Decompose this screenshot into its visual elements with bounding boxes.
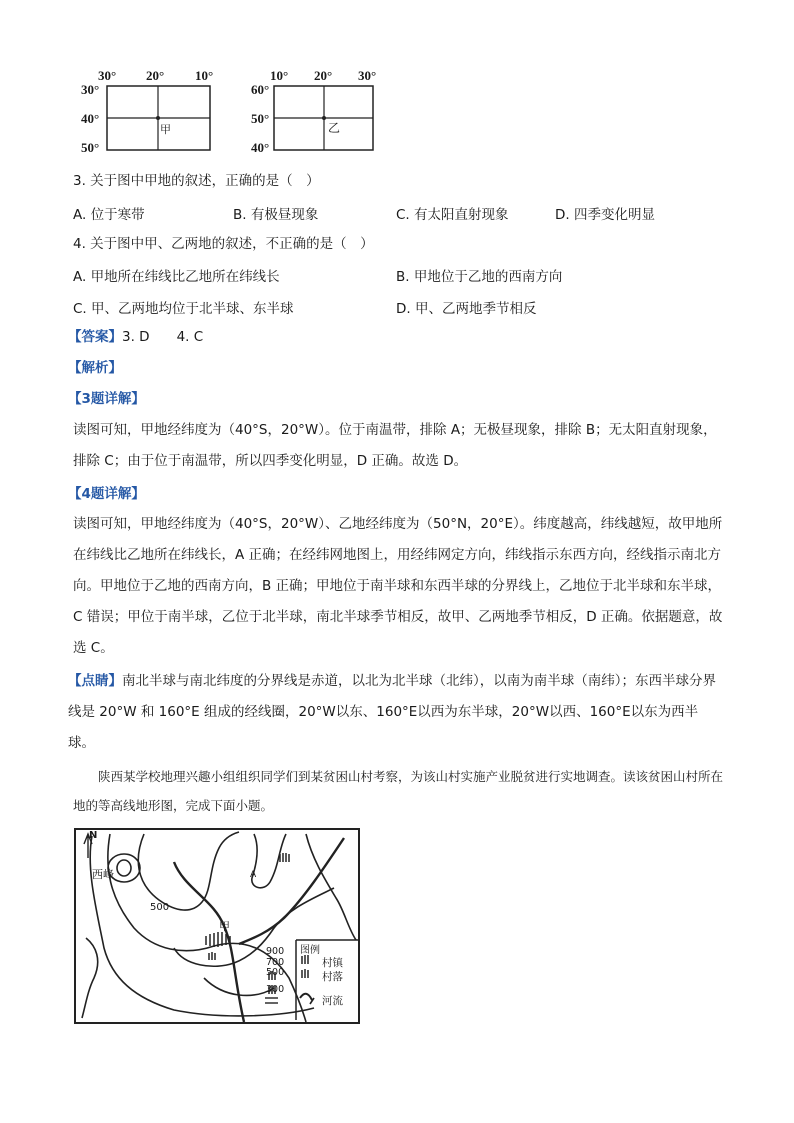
map-village-jia-label: 甲: [219, 920, 230, 933]
intro-paragraph: 陕西某学校地理兴趣小组组织同学们到某贫困山村考察，为该山村实施产业脱贫进行实地调查。读该贫困山村所在地的等高线地形图，完成下面小题。: [73, 769, 724, 813]
map-north-label: N: [89, 830, 98, 841]
question-4-options-row-1: [73, 265, 733, 285]
question-3-options: [73, 203, 733, 223]
answer-label: 【答案】: [68, 329, 122, 345]
grid-left-top-label-3: 10°: [195, 68, 214, 83]
tip-paragraph: [68, 666, 725, 759]
question-4-option-c: C. 甲、乙两地均位于北半球、东半球: [73, 301, 294, 317]
grid-left-side-label-2: 40°: [81, 111, 100, 126]
detail-4-label: 【4题详解】: [68, 486, 145, 502]
contour-map-drawing: [74, 828, 360, 1024]
legend-title: 图例: [300, 945, 320, 956]
grid-right-lines: [273, 85, 375, 153]
grid-left: [78, 68, 228, 156]
map-elevation-700: 700: [266, 957, 285, 968]
detail-4-text: 读图可知，甲地经纬度为（40°S，20°W）、乙地经纬度为（50°N，20°E）。纬度越高，纬线越短，故甲地所在纬线比乙地所在纬线长，A 正确；在经纬网地图上，用经纬网定方向，纬线指示东西方向，经线指示南北方向。甲地位于乙地的西南方向，B 正确；甲地位于南半球和东西半球的分界线上，乙地位于北半球和东半球，C 错误；甲位于南半球，乙位于北半球，南北半球季节相反，故甲、乙两地季节相反，D 正确。依据题意，故选 C。: [73, 516, 723, 656]
question-3-option-c: C. 有太阳直射现象: [396, 207, 509, 223]
grid-right: [248, 68, 398, 156]
answer-text: 3. D 4. C: [122, 329, 204, 345]
question-4-options-row-2: [73, 297, 733, 317]
grid-right-side-label-1: 60°: [251, 82, 270, 97]
question-3-option-a: A. 位于寒带: [73, 207, 145, 223]
legend-town-label: 村镇: [322, 957, 343, 969]
grid-right-top-label-3: 30°: [358, 68, 377, 83]
detail-3-text: 读图可知，甲地经纬度为（40°S，20°W）。位于南温带，排除 A；无极昼现象，排除 B；无太阳直射现象，排除 C；由于位于南温带，所以四季变化明显，D 正确。故选 D。: [73, 422, 717, 469]
grid-right-side-label-2: 50°: [251, 111, 270, 126]
legend-village-label: 村落: [322, 971, 343, 983]
question-3-option-d: D. 四季变化明显: [555, 207, 655, 223]
question-3-stem: 3. 关于图中甲地的叙述，正确的是（ ）: [73, 173, 320, 189]
grid-right-top-label-1: 10°: [270, 68, 289, 83]
legend-river-label: 河流: [322, 995, 343, 1007]
grid-left-side-label-1: 30°: [81, 82, 100, 97]
tip-label: 【点睛】: [68, 673, 122, 689]
map-label-a: A: [250, 870, 257, 880]
map-contour-500-label: 500: [150, 902, 170, 913]
analysis-label: 【解析】: [68, 360, 122, 376]
answer-line: [68, 327, 203, 347]
grid-right-top-label-2: 20°: [314, 68, 333, 83]
point-yi-label: 乙: [328, 121, 341, 135]
contour-map: [74, 828, 360, 1024]
grid-left-top-label-2: 20°: [146, 68, 165, 83]
grid-left-lines: [106, 85, 212, 153]
question-3-option-b: B. 有极昼现象: [233, 207, 319, 223]
map-elevation-500: 500: [266, 967, 285, 978]
tip-text: 南北半球与南北纬度的分界线是赤道，以北为北半球（北纬），以南为南半球（南纬）；东西半球分界线是 20°W 和 160°E 组成的经线圈，20°W以东、160°E以西为东半球，20°W以西、160°E以东为西半球。: [68, 673, 716, 751]
map-elevation-300: 300: [266, 984, 285, 995]
point-jia-label: 甲: [160, 123, 171, 136]
question-4-option-b: B. 甲地位于乙地的西南方向: [396, 269, 563, 285]
detail-3-label: 【3题详解】: [68, 391, 145, 407]
map-elevation-900: 900: [266, 946, 285, 957]
grid-left-top-label-1: 30°: [98, 68, 117, 83]
map-peak-label: 西峰: [92, 868, 114, 881]
question-4-stem: 4. 关于图中甲、乙两地的叙述，不正确的是（ ）: [73, 236, 374, 252]
grid-left-side-label-3: 50°: [81, 140, 100, 155]
grid-right-side-label-3: 40°: [251, 140, 270, 155]
question-4-option-d: D. 甲、乙两地季节相反: [396, 301, 537, 317]
question-4-option-a: A. 甲地所在纬线比乙地所在纬线长: [73, 269, 280, 285]
